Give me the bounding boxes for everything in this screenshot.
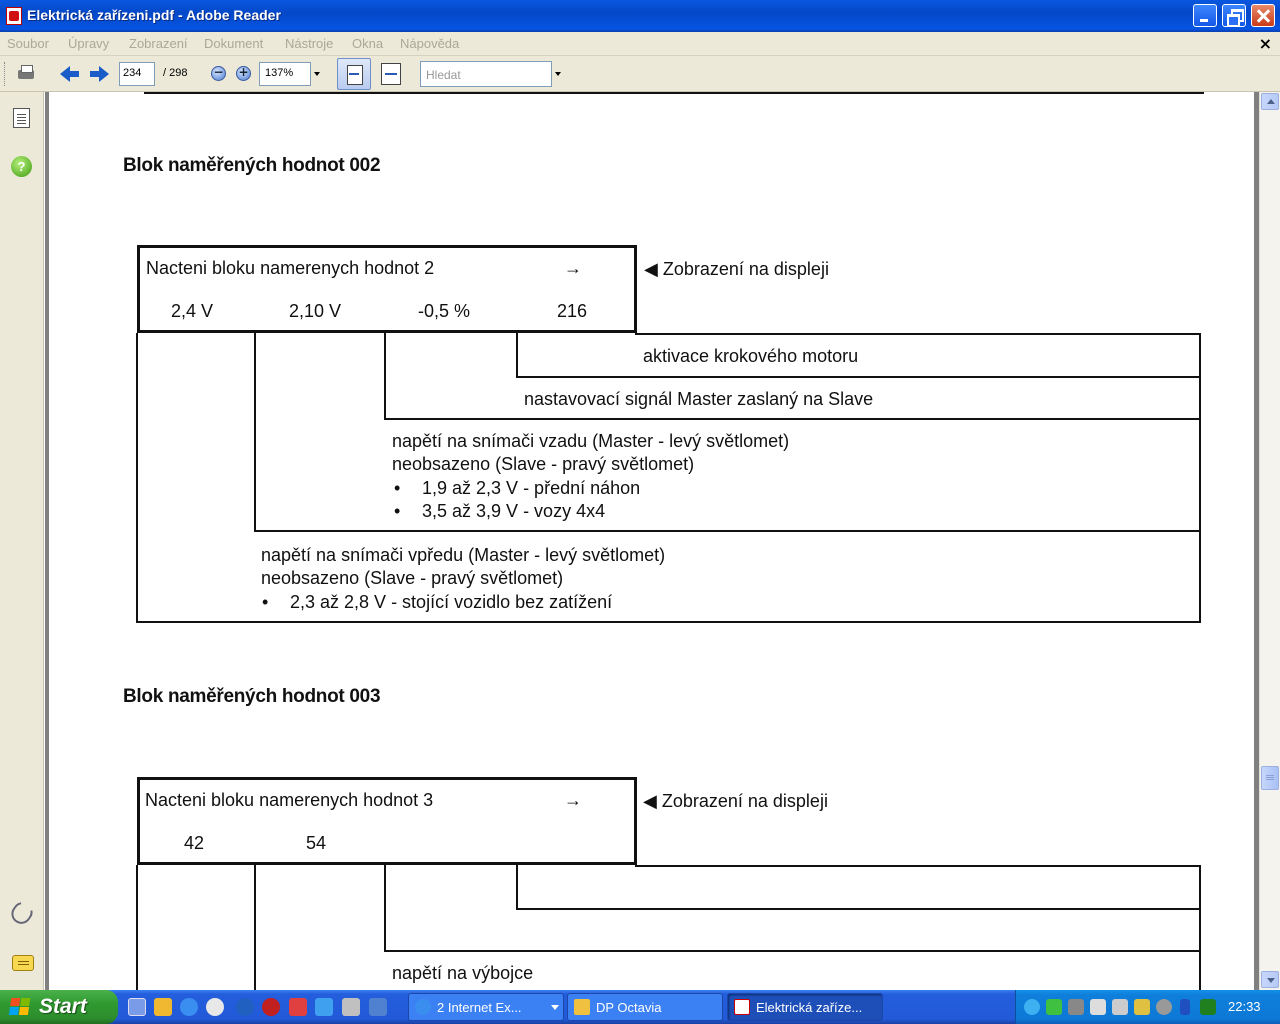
printer-tray-icon[interactable] <box>1112 999 1128 1015</box>
frame-top-edge <box>635 333 1201 335</box>
shield-icon[interactable] <box>1046 999 1062 1015</box>
menu-tools[interactable]: Nástroje <box>285 36 334 51</box>
top-rule <box>144 92 1204 94</box>
opera-icon[interactable] <box>262 998 280 1016</box>
toolbar-grip[interactable] <box>4 62 7 86</box>
vertical-scrollbar[interactable] <box>1259 92 1280 990</box>
task-label: Elektrická zaříze... <box>756 1000 863 1015</box>
menu-edit[interactable]: Úpravy <box>68 36 110 51</box>
bracket-line <box>254 333 256 531</box>
taskbar <box>0 990 1280 1024</box>
display-value: 216 <box>557 301 588 321</box>
clock[interactable]: 22:33 <box>1228 999 1261 1014</box>
zoom-dropdown-icon[interactable] <box>311 62 323 86</box>
pages-panel-icon[interactable] <box>13 108 30 128</box>
scroll-thumb[interactable] <box>1261 766 1279 790</box>
scroll-up-icon[interactable] <box>1261 93 1279 110</box>
display-value: 2,4 V <box>171 301 214 321</box>
document-close-icon[interactable]: × <box>1258 34 1272 53</box>
menu-help[interactable]: Nápověda <box>400 36 460 51</box>
bluetooth-icon[interactable] <box>1180 999 1190 1015</box>
print-icon[interactable] <box>16 64 36 84</box>
help-icon[interactable]: ? <box>11 156 32 177</box>
display-value: 42 <box>184 833 205 853</box>
menu-window[interactable]: Okna <box>352 36 384 51</box>
frame-left-edge <box>136 865 138 990</box>
monitor-tray-icon[interactable] <box>1134 999 1150 1015</box>
bullet-icon: • <box>394 501 401 521</box>
monitor-icon[interactable] <box>342 998 360 1016</box>
network-icon[interactable] <box>369 998 387 1016</box>
messenger-icon[interactable] <box>315 998 333 1016</box>
pdf-page <box>49 92 1254 990</box>
restore-button[interactable] <box>1222 4 1246 27</box>
adobe-reader-icon <box>6 7 22 25</box>
display-value: 2,10 V <box>289 301 342 321</box>
row-divider <box>516 376 1201 378</box>
task-label: 2 Internet Ex... <box>437 1000 522 1015</box>
zoom-in-glyph: + <box>238 65 249 79</box>
rear-sensor-line2: neobsazeno (Slave - pravý světlomet) <box>392 454 695 474</box>
previous-page-icon[interactable] <box>59 64 79 84</box>
start-button[interactable] <box>0 990 118 1024</box>
close-button[interactable] <box>1251 4 1275 27</box>
zoom-level-field[interactable]: 137% <box>259 62 311 86</box>
row-divider <box>254 530 1201 532</box>
row-divider <box>384 418 1201 420</box>
rear-sensor-bullet: 3,5 až 3,9 V - vozy 4x4 <box>422 501 606 521</box>
document-area[interactable] <box>45 92 1259 990</box>
row-divider <box>516 908 1201 910</box>
comments-icon[interactable] <box>12 955 34 971</box>
bracket-line <box>384 865 386 951</box>
display-title-2: Nacteni bloku namerenych hodnot 3 <box>145 790 434 810</box>
row-label: nastavovací signál Master zaslaný na Slave <box>524 389 874 409</box>
frame-right-edge <box>1199 865 1201 990</box>
volume-icon[interactable] <box>1068 999 1084 1015</box>
search-dropdown-icon[interactable] <box>552 62 562 86</box>
zoom-in-button[interactable] <box>236 66 251 81</box>
bracket-line <box>384 333 386 419</box>
display-arrow-2: → <box>564 790 582 810</box>
start-label: Start <box>39 995 87 1018</box>
frame-top-edge <box>635 865 1201 867</box>
show-desktop-icon[interactable] <box>128 998 146 1016</box>
toolbar <box>0 56 1280 92</box>
task-adobe-reader[interactable] <box>727 993 883 1021</box>
navigation-pane <box>0 92 44 990</box>
front-sensor-line1: napětí na snímači vpředu (Master - levý světlomet) <box>261 545 666 565</box>
front-sensor-line2: neobsazeno (Slave - pravý světlomet) <box>261 568 564 588</box>
fit-width-icon[interactable] <box>381 63 401 85</box>
bracket-line <box>516 333 518 377</box>
menu-document[interactable]: Dokument <box>204 36 264 51</box>
display-note-1: ◀ Zobrazení na displeji <box>644 259 829 279</box>
row-divider <box>384 950 1201 952</box>
internet-explorer-icon <box>415 999 431 1015</box>
display-title-1: Nacteni bloku namerenych hodnot 2 <box>146 258 435 278</box>
search-input[interactable]: Hledat <box>420 61 552 87</box>
zoom-out-button[interactable] <box>211 66 226 81</box>
display-value: 54 <box>306 833 327 853</box>
window-title: Elektrická zařízeni.pdf - Adobe Reader <box>27 7 281 23</box>
minimize-button[interactable] <box>1193 4 1217 27</box>
next-page-icon[interactable] <box>90 64 110 84</box>
menu-view[interactable]: Zobrazení <box>129 36 188 51</box>
windows-logo-icon <box>9 998 32 1016</box>
bullet-icon: • <box>394 478 401 498</box>
settings-icon[interactable] <box>1156 999 1172 1015</box>
folder-icon <box>574 999 590 1015</box>
row-label: aktivace krokového motoru <box>643 346 859 366</box>
bracket-line <box>516 865 518 909</box>
media-player-icon[interactable] <box>206 998 224 1016</box>
block-003-heading: Blok naměřených hodnot 003 <box>123 686 381 707</box>
menu-file[interactable]: Soubor <box>7 36 49 51</box>
task-internet-explorer[interactable] <box>408 993 564 1021</box>
network-status-icon[interactable] <box>1024 999 1040 1015</box>
internet-explorer-icon[interactable] <box>180 998 198 1016</box>
page-number-input[interactable]: 234 <box>119 62 155 86</box>
display-value: -0,5 % <box>418 301 471 321</box>
rear-sensor-bullet: 1,9 až 2,3 V - přední náhon <box>422 478 641 498</box>
menu-bar <box>0 32 1280 56</box>
page-total: / 298 <box>163 67 188 79</box>
task-label: DP Octavia <box>596 1000 662 1015</box>
display-arrow-1: → <box>564 258 582 278</box>
folder-icon[interactable] <box>154 998 172 1016</box>
usb-icon[interactable] <box>1090 999 1106 1015</box>
bullet-icon: • <box>262 592 269 612</box>
picasa-icon[interactable] <box>289 998 307 1016</box>
task-group-dropdown-icon[interactable] <box>551 1005 559 1010</box>
row-label: napětí na výbojce <box>392 963 534 983</box>
chrome-icon[interactable] <box>236 998 254 1016</box>
display-note-2: ◀ Zobrazení na displeji <box>643 791 828 811</box>
battery-icon[interactable] <box>1200 999 1216 1015</box>
zoom-out-glyph: − <box>213 65 224 79</box>
front-sensor-bullet: 2,3 až 2,8 V - stojící vozidlo bez zatížení <box>290 592 613 612</box>
bracket-line <box>254 865 256 990</box>
block-002-heading: Blok naměřených hodnot 002 <box>123 155 381 176</box>
pdf-icon <box>734 999 750 1015</box>
rear-sensor-line1: napětí na snímači vzadu (Master - levý světlomet) <box>392 431 790 451</box>
title-bar[interactable] <box>0 0 1280 32</box>
fit-page-button[interactable] <box>337 58 371 90</box>
scroll-down-icon[interactable] <box>1261 971 1279 988</box>
task-dp-octavia[interactable] <box>567 993 723 1021</box>
